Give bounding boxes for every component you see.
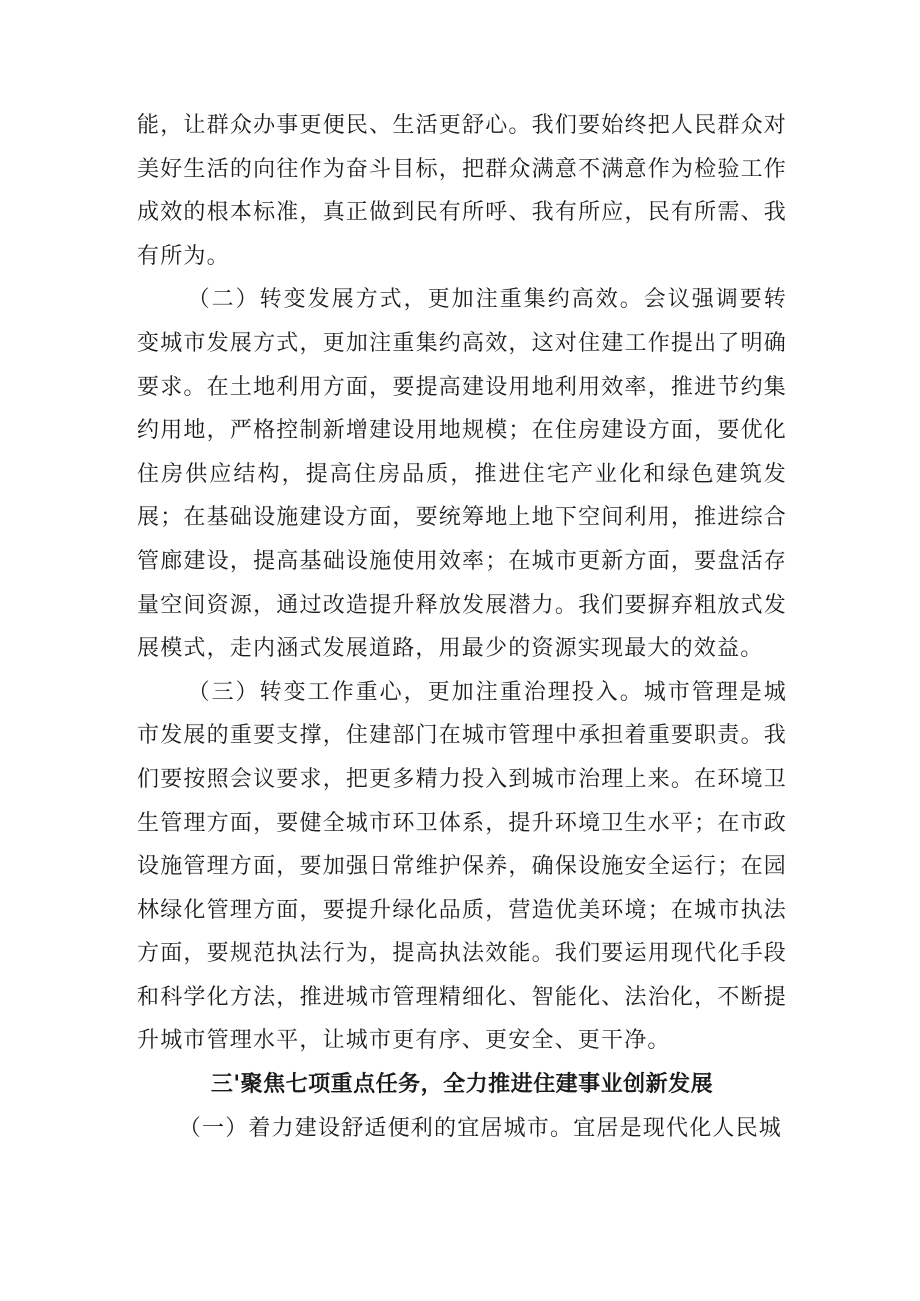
paragraph-transform-focus: （三）转变工作重心，更加注重治理投入。城市管理是城市发展的重要支撑，住建部门在城市管理中承担着重要职责。我们要按照会议要求，把更多精力投入到城市治理上来。在环境卫生管理方面，要健全城市环卫体系，提升环境卫生水平；在市政设施管理方面，要加强日常维护保养，确保设施安全运行；在园林绿化管理方面，要提升绿化品质，营造优美环境；在城市执法方面，要规范执法行为，提高执法效能。我们要运用现代化手段和科学化方法，推进城市管理精细化、智能化、法治化，不断提升城市管理水平，让城市更有序、更安全、更干净。: [137, 679, 787, 1054]
document-body: [137, 104, 787, 1150]
section-heading: 三'聚焦七项重点任务，全力推进住建事业创新发展: [210, 1072, 714, 1098]
paragraph-transform-development: （二）转变发展方式，更加注重集约高效。会议强调要转变城市发展方式，更加注重集约高效，这对住建工作提出了明确要求。在土地利用方面，要提高建设用地利用效率，推进节约集约用地，严格控制新增建设用地规模；在住房建设方面，要优化住房供应结构，提高住房品质，推进住宅产业化和绿色建筑发展；在基础设施建设方面，要统筹地上地下空间利用，推进综合管廊建设，提高基础设施使用效率；在城市更新方面，要盘活存量空间资源，通过改造提升释放发展潜力。我们要摒弃粗放式发展模式，走内涵式发展道路，用最少的资源实现最大的效益。: [137, 287, 787, 662]
paragraph-continuation: 能，让群众办事更便民、生活更舒心。我们要始终把人民群众对美好生活的向往作为奋斗目标，把群众满意不满意作为检验工作成效的根本标准，真正做到民有所呼、我有所应，民有所需、我有所为。: [137, 113, 787, 269]
paragraph-livable-city: （一）着力建设舒适便利的宜居城市。宜居是现代化人民城: [178, 1115, 782, 1141]
